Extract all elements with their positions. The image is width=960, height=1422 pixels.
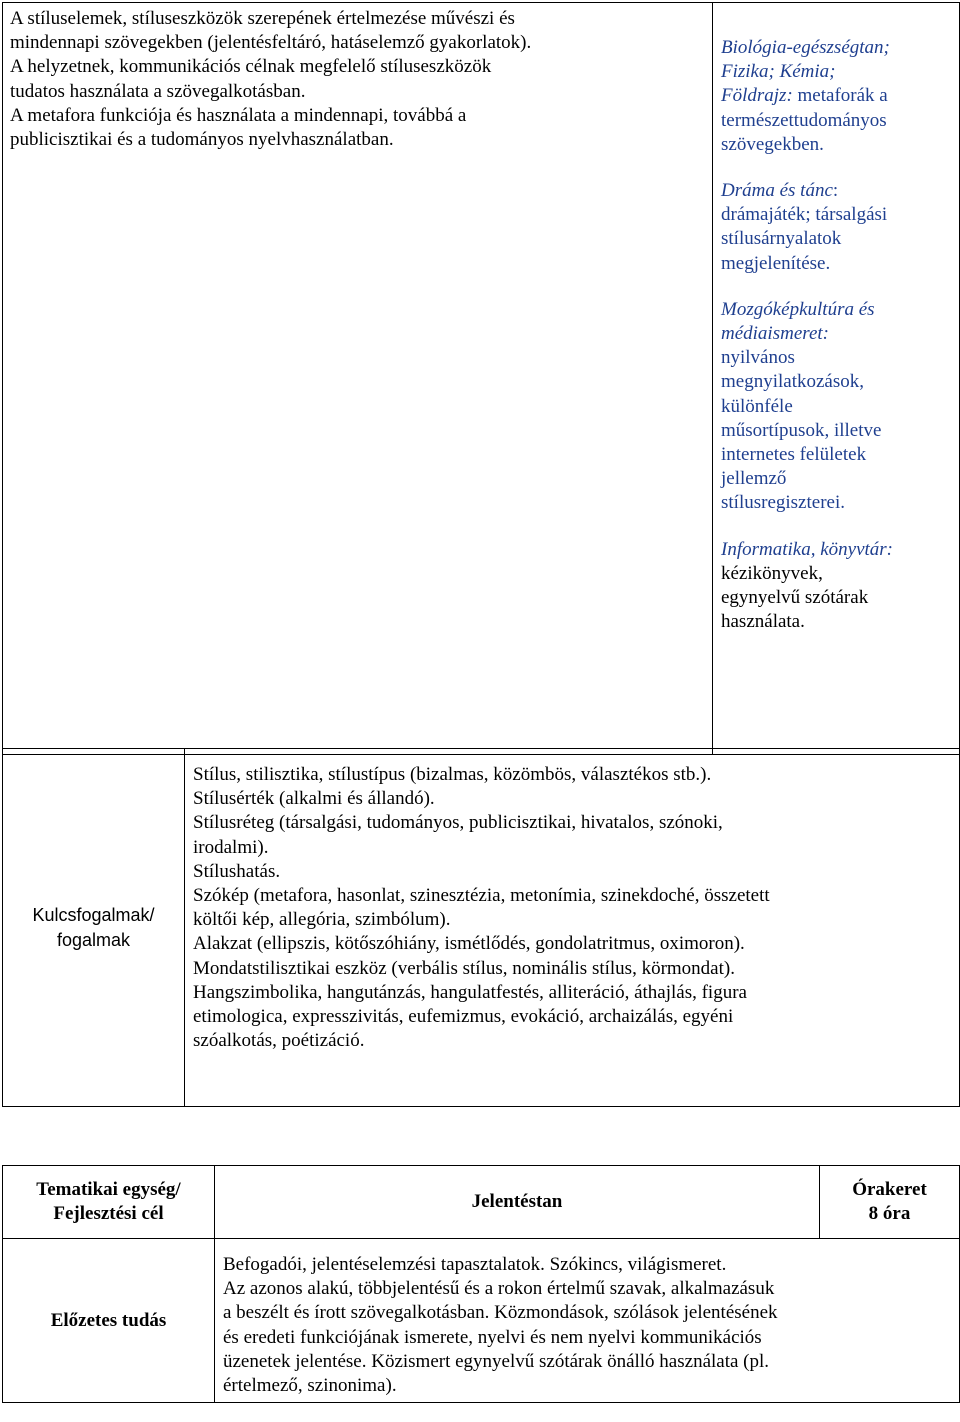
key-concepts-cell	[185, 749, 960, 1107]
subject-name: Mozgóképkultúra és	[721, 298, 875, 320]
development-goals-cell	[3, 3, 713, 755]
connection-text: nyilvános	[721, 347, 795, 369]
label-line: fogalmak	[56, 929, 131, 950]
connection-text: megnyilatkozások,	[721, 371, 864, 393]
connection-text: különféle	[721, 395, 793, 417]
key-concepts-label	[3, 749, 185, 1107]
subject-name: Dráma és tánc	[721, 180, 833, 202]
subject-name: Biológia-egészségtan;	[721, 37, 890, 58]
connection-text: :	[832, 180, 839, 202]
label-line: Kulcsfogalmak/	[32, 905, 155, 926]
prior-line: és eredeti funkciójának ismerete, nyelvi és nem nyelvi kommunikációs	[223, 1326, 762, 1348]
text-line: publicisztikai és a tudományos nyelvhasználatban.	[10, 129, 394, 151]
concept-line: Szókép (metafora, hasonlat, szinesztézia, metonímia, szinekdoché, összetett	[193, 885, 770, 907]
key-concepts-table	[2, 748, 960, 1107]
prior-line: Az azonos alakú, többjelentésű és a rokon értelmű szavak, alkalmazásuk	[223, 1278, 775, 1300]
subject-name: médiaismeret:	[721, 323, 829, 345]
unit-table	[2, 1165, 960, 1403]
prior-line: értelmező, szinonima).	[223, 1375, 397, 1397]
connection-text: kézikönyvek,	[721, 562, 823, 584]
curriculum-table	[2, 2, 960, 755]
unit-label-cell	[3, 1166, 215, 1239]
text-line: A helyzetnek, kommunikációs célnak megfelelő stíluseszközök	[10, 56, 492, 78]
subject-name: Informatika, könyvtár:	[721, 538, 894, 560]
connection-text: természettudományos	[721, 109, 887, 131]
connection-informatics	[721, 538, 955, 635]
connection-text: megjelenítése.	[721, 252, 831, 274]
prior-knowledge-cell	[215, 1239, 960, 1403]
development-row	[3, 3, 960, 755]
unit-title: Jelentéstan	[215, 1166, 820, 1239]
connection-text: egynyelvű szótárak	[721, 587, 869, 609]
concept-line: Stílushatás.	[193, 860, 281, 882]
label-line: Tematikai egység/	[36, 1178, 181, 1200]
key-concepts-row	[3, 749, 960, 1107]
concept-line: etimologica, expresszivitás, eufemizmus, evokáció, archaizálás, egyéni	[193, 1006, 734, 1028]
prior-knowledge-row	[3, 1239, 960, 1403]
text-line: A metafora funkciója és használata a mindennapi, továbbá a	[10, 104, 467, 126]
connection-text: műsortípusok, illetve	[721, 419, 882, 441]
connection-text: internetes felületek	[721, 444, 867, 466]
connection-text: szövegekben.	[721, 133, 824, 155]
text-line: mindennapi szövegekben (jelentésfeltáró, hatáselemző gyakorlatok).	[10, 32, 532, 54]
prior-line: üzenetek jelentése. Közismert egynyelvű szótárak önálló használata (pl.	[223, 1350, 770, 1372]
prior-line: Befogadói, jelentéselemzési tapasztalatok. Szókincs, világismeret.	[223, 1254, 727, 1275]
hours-label: Órakeret	[852, 1178, 927, 1200]
concept-line: Mondatstilisztikai eszköz (verbális stílus, nominális stílus, körmondat).	[193, 957, 735, 979]
concept-line: Alakzat (ellipszis, kötőszóhiány, ismétlődés, gondolatritmus, oximoron).	[193, 933, 745, 955]
concept-line: Stílusréteg (társalgási, tudományos, publicisztikai, hivatalos, szónoki,	[193, 812, 723, 834]
connection-text: drámajáték; társalgási	[721, 204, 888, 226]
connection-drama	[721, 179, 955, 276]
label-line: Fejlesztési cél	[53, 1203, 164, 1224]
text-line: A stíluselemek, stíluseszközök szerepének értelmezése művészi és	[10, 8, 515, 29]
hours-value: 8 óra	[868, 1203, 911, 1224]
connection-text: jellemző	[721, 468, 787, 490]
concept-line: szóalkotás, poétizáció.	[193, 1030, 365, 1052]
connection-text: metaforák a	[792, 85, 888, 107]
concept-line: Stílus, stilisztika, stílustípus (bizalmas, közömbös, választékos stb.).	[193, 764, 712, 785]
connections-cell	[713, 3, 960, 755]
concept-line: irodalmi).	[193, 836, 269, 858]
hours-cell	[820, 1166, 960, 1239]
subject-name: Fizika; Kémia;	[721, 61, 836, 83]
concept-line: költői kép, allegória, szimbólum).	[193, 909, 451, 931]
subject-name: Földrajz:	[721, 85, 793, 107]
connection-science	[721, 36, 955, 157]
connection-text: stílusárnyalatok	[721, 228, 842, 250]
prior-knowledge-label: Előzetes tudás	[3, 1239, 215, 1403]
unit-header-row	[3, 1166, 960, 1239]
connection-text: használata.	[721, 611, 805, 633]
connection-text: stílusregiszterei.	[721, 492, 845, 514]
text-line: tudatos használata a szövegalkotásban.	[10, 80, 306, 102]
concept-line: Stílusérték (alkalmi és állandó).	[193, 788, 435, 810]
concept-line: Hangszimbolika, hangutánzás, hangulatfestés, alliteráció, áthajlás, figura	[193, 981, 747, 1003]
prior-line: a beszélt és írott szövegalkotásban. Közmondások, szólások jelentésének	[223, 1302, 778, 1324]
connection-media	[721, 298, 955, 516]
